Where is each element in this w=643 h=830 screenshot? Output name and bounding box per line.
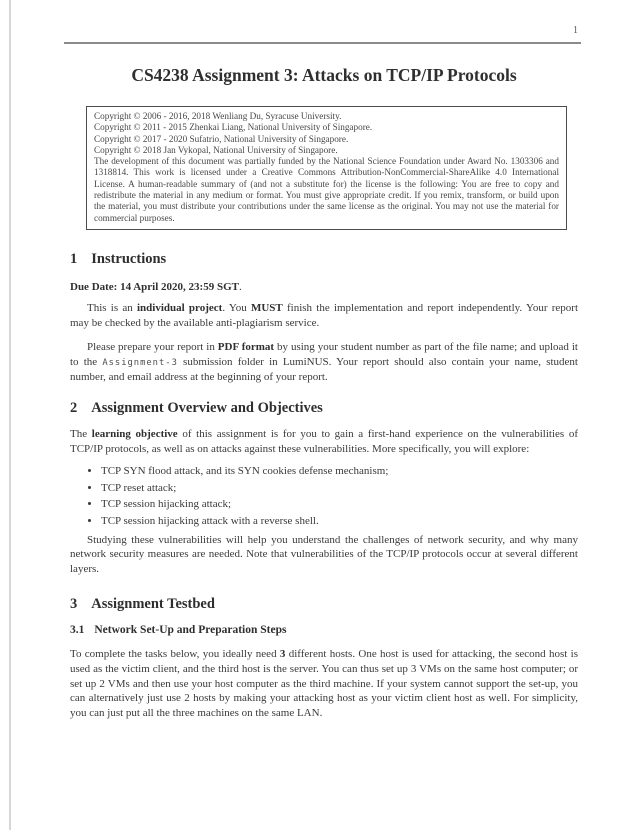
section-title: Assignment Testbed [91, 596, 215, 613]
paragraph-testbed-setup [70, 647, 578, 720]
list-item: • TCP reset attack; [101, 481, 578, 495]
copyright-box [86, 106, 567, 230]
license-text: The development of this document was partially funded by the National Science Foundation under Award No. 1303306 and 1318814. This work is licensed under a Creative Commons Attribution-NonCommercial-ShareAlike 4.0 International License. A human-readable summary of (and not a substitute for) the license is the following: You are free to copy and redistribute the material in any medium or format. You must give appropriate credit. If you remix, transform, or build upon the material, you must distribute your contributions under the same license as the original. You may not use the material for commercial purposes. [94, 156, 559, 223]
section-heading-overview [70, 399, 578, 418]
copyright-line: Copyright © 2018 Jan Vykopal, National University of Singapore. [94, 144, 338, 155]
subsection-number: 3.1 [70, 624, 85, 637]
document-title: CS4238 Assignment 3: Attacks on TCP/IP Protocols [131, 65, 517, 85]
copyright-line: Copyright © 2011 - 2015 Zhenkai Liang, National University of Singapore. [94, 122, 373, 133]
section-title: Instructions [91, 250, 167, 267]
paragraph-report-submission [70, 340, 578, 385]
paragraph-studying-vulnerabilities: Studying these vulnerabilities will help you understand the challenges of network security, and why many network security measures are needed. Note that vulnerabilities of the TCP/IP protocols occur at several different layers. [70, 533, 578, 575]
bold-run: MUST [250, 301, 283, 314]
page-number: 1 [573, 25, 578, 36]
list-item: • TCP SYN flood attack, and its SYN cookies defense mechanism; [101, 464, 578, 478]
text-run: Please prepare your report in [87, 341, 218, 354]
text-run: different hosts. One host is used for attacking, the second host is used as the victim client, and the third host is the server. You can thus set up 3 VMs on the same host computer; or set up 2 VMs and then use your host computer as the third machine. If your system cannot support the set-up, you can alternatively just use 2 hosts by making your attacking host as your victim client host as well. For simplicity, you can just put all the three machines on the same LAN. [70, 648, 578, 719]
text-run: of this assignment is for you to gain a first-hand experience on the vulnerabilities of TCP/IP protocols, as well as on attacks against these vulnerabilities. More specifically, you will explore: [70, 427, 579, 455]
text-run: . [238, 280, 242, 293]
text-run: by using your student number as part of the file name; and upload it to the [70, 341, 578, 368]
text-run: To complete the tasks below, you ideally need [70, 648, 280, 661]
objectives-list [101, 464, 578, 528]
paragraph-learning-objective [70, 427, 578, 456]
text-run: finish the implementation and report independently. Your report may be checked by the available anti-plagiarism service. [70, 301, 579, 329]
bold-run: 3 [279, 648, 286, 661]
subsection-heading-network-setup [70, 623, 578, 637]
page-content [70, 62, 578, 720]
bold-run: individual project [136, 301, 223, 314]
bold-run: learning objective [91, 427, 178, 440]
copyright-line: Copyright © 2006 - 2016, 2018 Wenliang Du, Syracuse University. [94, 111, 342, 121]
section-number: 2 [70, 399, 78, 416]
text-run: The [70, 427, 92, 440]
text-run: submission folder in LumiNUS. Your report should also contain your name, student number, and email address at the beginning of your report. [70, 355, 578, 384]
header-rule [64, 42, 581, 44]
page-left-edge [9, 0, 11, 830]
text-run: . You [222, 301, 251, 314]
section-heading-testbed [70, 595, 578, 614]
subsection-title: Network Set-Up and Preparation Steps [94, 624, 287, 637]
list-item: • TCP session hijacking attack; [101, 497, 578, 511]
section-title: Assignment Overview and Objectives [91, 399, 323, 416]
paragraph-individual-project [70, 301, 578, 330]
bold-run: PDF format [217, 341, 275, 354]
section-number: 1 [70, 250, 78, 267]
due-date-line [70, 281, 578, 294]
section-number: 3 [70, 596, 78, 613]
copyright-line: Copyright © 2017 - 2020 Sufatrio, National University of Singapore. [94, 133, 349, 144]
due-date-bold: Due Date: 14 April 2020, 23:59 SGT [70, 280, 239, 293]
section-heading-instructions [70, 250, 578, 269]
list-item: • TCP session hijacking attack with a reverse shell. [101, 514, 578, 528]
text-run: This is an [87, 301, 137, 314]
code-run: Assignment-3 [102, 357, 178, 368]
